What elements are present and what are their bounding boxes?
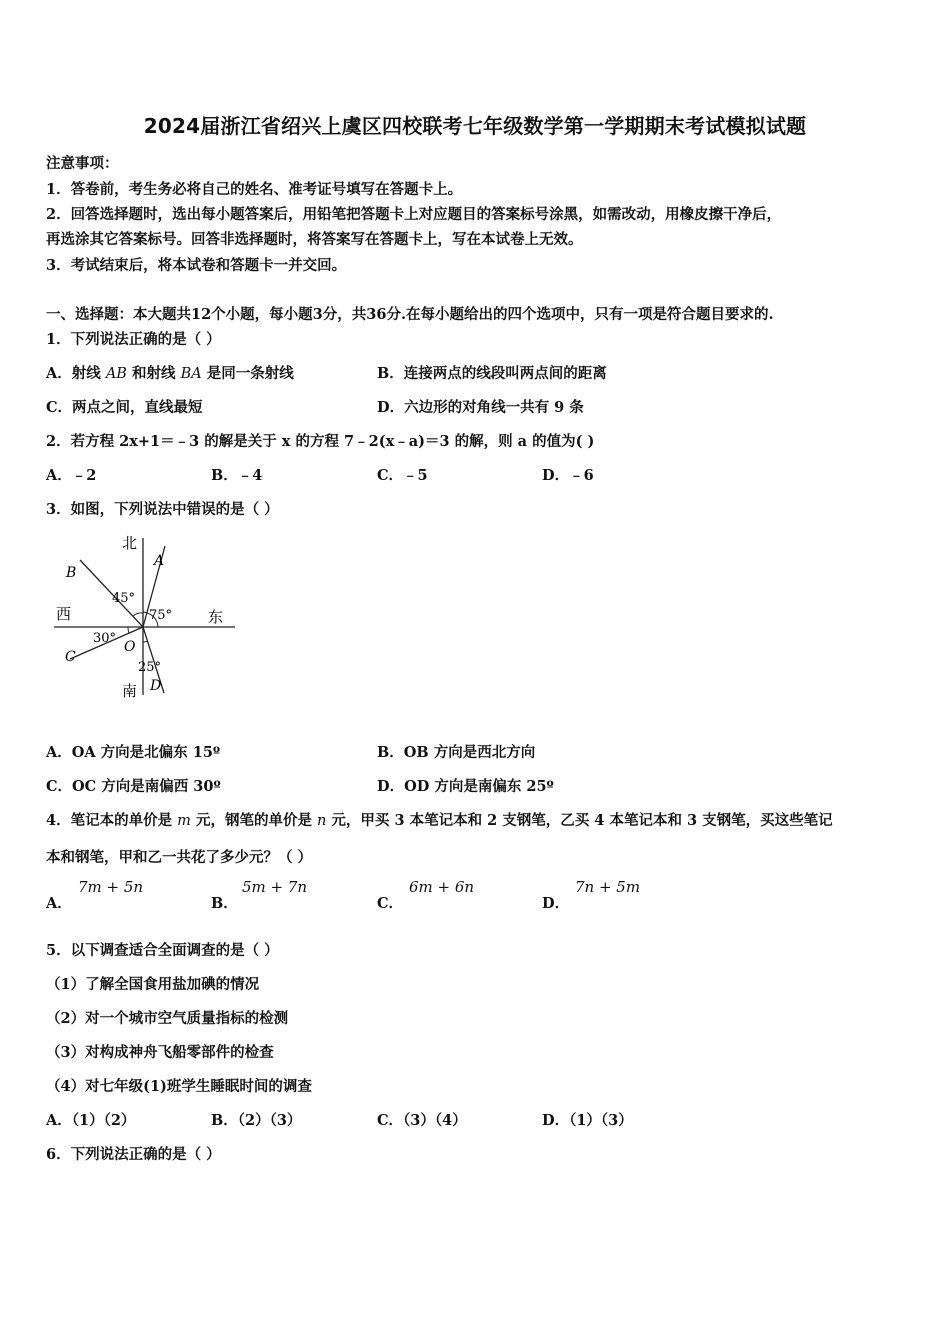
q4-option-b-label: B．: [211, 895, 238, 912]
q2-option-a: A．﹣2: [46, 467, 97, 484]
notice-item: 2．回答选择题时，选出每小题答案后，用铅笔把答题卡上对应题目的答案标号涂黑，如需改动，用橡皮擦干净后，: [46, 206, 782, 223]
label-o: O: [124, 639, 136, 655]
q4-option-d-expr: 7n + 5m: [575, 878, 641, 896]
page-title: 2024届浙江省绍兴上虞区四校联考七年级数学第一学期期末考试模拟试题: [143, 114, 807, 138]
question-3-stem: 3．如图，下列说法中错误的是（ ）: [46, 501, 279, 518]
question-1-stem: 1．下列说法正确的是（ ）: [46, 331, 221, 348]
q5-item: （1）了解全国食用盐加碘的情况: [46, 976, 260, 993]
question-6-stem: 6．下列说法正确的是（ ）: [46, 1146, 221, 1163]
label-east: 东: [208, 608, 224, 626]
q1-option-a: A．射线 AB 和射线 BA 是同一条射线: [46, 365, 294, 382]
label-south: 南: [122, 682, 138, 700]
q3-option-b: B．OB 方向是西北方向: [377, 744, 536, 761]
label-angle-30: 30°: [93, 631, 117, 646]
angle-arc-30: [128, 627, 129, 633]
q2-option-d: D．﹣6: [542, 467, 594, 484]
q5-item: （2）对一个城市空气质量指标的检测: [46, 1010, 289, 1027]
q5-item: （3）对构成神舟飞船零部件的检查: [46, 1044, 274, 1061]
question-4-stem: 4．笔记本的单价是 m 元，钢笔的单价是 n 元，甲买 3 本笔记本和 2 支钢笔，乙买 4 本笔记本和 3 支钢笔，买这些笔记: [46, 812, 833, 829]
notice-item: 再选涂其它答案标号。回答非选择题时，将答案写在答题卡上，写在本试卷上无效。: [46, 231, 583, 248]
label-west: 西: [56, 605, 72, 623]
label-angle-75: 75°: [149, 608, 173, 623]
label-angle-25: 25°: [138, 660, 162, 675]
compass-direction-figure: [48, 530, 248, 710]
q4-option-c-label: C．: [377, 895, 404, 912]
label-d: D: [150, 678, 162, 694]
q1-option-c: C．两点之间，直线最短: [46, 399, 203, 416]
q5-option-c: C．（3）（4）: [377, 1112, 467, 1129]
question-4-stem-cont: 本和钢笔，甲和乙一共花了多少元？（ ）: [46, 849, 313, 866]
q3-option-a: A．OA 方向是北偏东 15º: [46, 744, 221, 761]
q4-option-a-label: A．: [46, 895, 72, 912]
q4-option-d-label: D．: [542, 895, 570, 912]
notice-item: 1．答卷前，考生务必将自己的姓名、准考证号填写在答题卡上。: [46, 181, 463, 198]
label-a: A: [154, 553, 165, 569]
q4-option-b-expr: 5m + 7n: [242, 878, 308, 896]
question-2-stem: 2．若方程 2x+1＝﹣3 的解是关于 x 的方程 7﹣2(x﹣a)＝3 的解，则 a 的值为( ): [46, 433, 595, 450]
label-b: B: [66, 565, 77, 581]
q1-option-d: D．六边形的对角线一共有 9 条: [377, 399, 584, 416]
question-5-stem: 5．以下调查适合全面调查的是（ ）: [46, 942, 279, 959]
q4-option-c-expr: 6m + 6n: [409, 878, 475, 896]
q5-option-a: A．（1）（2）: [46, 1112, 136, 1129]
notice-item: 3．考试结束后，将本试卷和答题卡一并交回。: [46, 257, 347, 274]
notice-heading: 注意事项：: [46, 155, 119, 172]
angle-arc-45: [133, 613, 143, 616]
q3-option-d: D．OD 方向是南偏东 25º: [377, 778, 554, 795]
label-north: 北: [122, 534, 138, 552]
q2-option-c: C．﹣5: [377, 467, 428, 484]
q3-option-c: C．OC 方向是南偏西 30º: [46, 778, 221, 795]
q5-option-d: D．（1）（3）: [542, 1112, 633, 1129]
q5-item: （4）对七年级(1)班学生睡眠时间的调查: [46, 1078, 312, 1095]
q2-option-b: B．﹣4: [211, 467, 263, 484]
label-c: C: [65, 649, 76, 665]
label-angle-45: 45°: [112, 591, 136, 606]
section-heading: 一、选择题：本大题共12个小题，每小题3分，共36分.在每小题给出的四个选项中，只有一项是符合题目要求的.: [46, 306, 774, 323]
q4-option-a-expr: 7m + 5n: [78, 878, 144, 896]
q5-option-b: B．（2）（3）: [211, 1112, 302, 1129]
q1-option-b: B．连接两点的线段叫两点间的距离: [377, 365, 607, 382]
